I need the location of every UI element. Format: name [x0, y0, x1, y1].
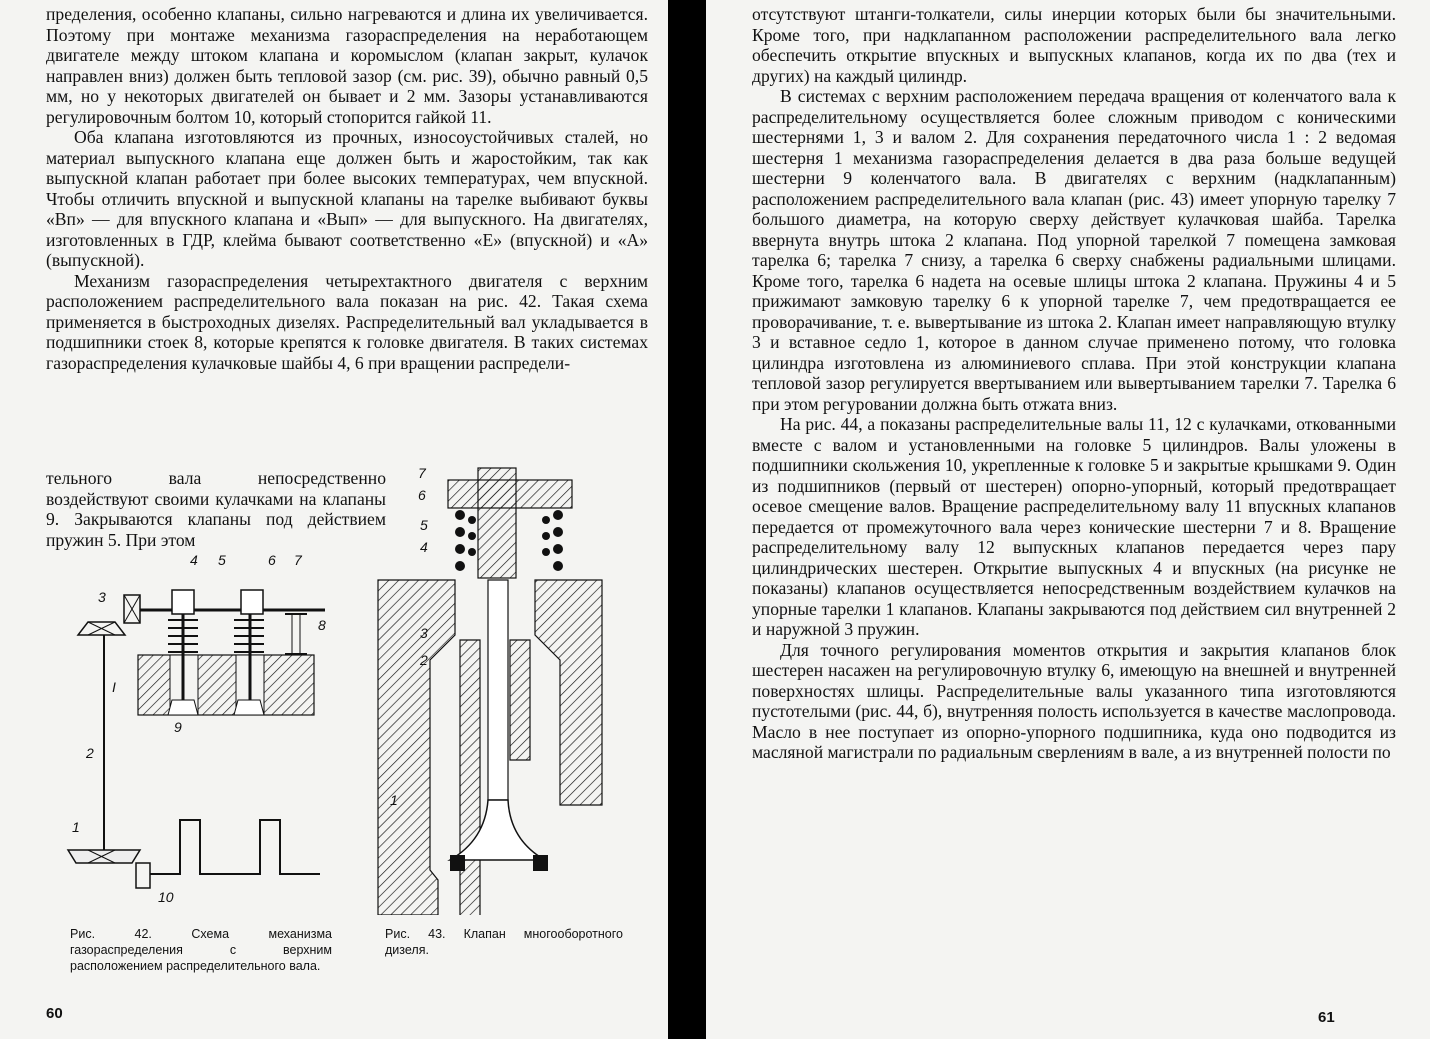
fig42-label: 3 — [98, 589, 106, 605]
paragraph: Для точного регулирования моментов открытия и закрытия клапанов блок шестерен насажен на регулировочную втулку 6, имеющую на внешней и внутренней поверхностях шлицы. Распределительные валы указанного типа изготовляются пустотелыми (рис. 44, б), внутренняя полость используется в качестве маслопровода. Масло в нее поступает из опорно-упорного подшипника, куда оно подводится из масляной магистрали по радиальным сверлениям в вале, а из внутренней полости по — [752, 639, 1396, 762]
paragraph: пределения, особенно клапаны, сильно нагреваются и длина их увеличивается. Поэтому при монтаже механизма газораспределения на неработающем двигателе между штоком клапана и коромыслом (клапан закрыт, кулачок направлен вниз) должен быть тепловой зазор (см. рис. 39), обычно равный 0,5 мм, но у некоторых двигателей он бывает и 2 мм. Зазоры устанавливаются регулировочным болтом 10, который стопорится гайкой 11. — [46, 4, 648, 127]
paragraph: На рис. 44, а показаны распределительные валы 11, 12 с кулачками, откованными вместе с валом и установленными на головке 5 цилиндров. Валы уложены в подшипники скольжения 10, укрепленные к головке 5 и закрытые крышками 9. Один из подшипников (первый от шестерен) опорно-упорный, который предотвращает осевое смещение валов. Вращение распределительному валу 11 впускных клапанов передается от промежуточного вала через конические шестерни 7 и 8. Вращение распределительному валу 12 выпускных клапанов передается через пару цилиндрических шестерен. Открытие выпускных 4 и впускных (на рисунке не показаны) клапанов осуществляется непосредственным воздействием кулачков на упорные тарелки 1 клапанов. Клапаны закрываются под действием сил внутренней 2 и наружной 3 пружин. — [752, 414, 1396, 639]
fig42-label: I — [112, 679, 116, 695]
fig43-label: 4 — [420, 539, 428, 555]
fig43-label: 2 — [420, 652, 428, 668]
fig43-label: 5 — [420, 517, 428, 533]
fig42-label: 2 — [86, 745, 94, 761]
right-page-text — [752, 4, 1396, 763]
figure-43-caption: Рис. 43. Клапан многооборотного дизеля. — [385, 927, 623, 957]
fig42-label: 5 — [218, 552, 226, 568]
right-book-page — [706, 0, 1430, 1039]
left-page-text — [46, 4, 648, 373]
paragraph: Оба клапана изготовляются из прочных, износоустойчивых сталей, но материал выпускного клапана еще должен быть и жаростойким, так как выпускной клапан работает при более высоких температурах, чем впускной. Чтобы отличить впускной и выпускной клапаны на тарелке выбивают буквы «Вп» — для впускного клапана и «Вып» — для выпускного. На двигателях, изготовленных в ГДР, клейма бывают соответственно «Е» (впускной) и «А» (выпускной). — [46, 127, 648, 270]
left-book-page — [0, 0, 668, 1039]
fig42-label: 9 — [174, 719, 182, 735]
paragraph: В системах с верхним расположением передача вращения от коленчатого вала к распределительному осуществляется более сложным приводом с коническими шестернями 1, 3 и валом 2. Для сохранения передаточного числа 1 : 2 ведомая шестерня 1 механизма газораспределения делается в два раза больше ведущей шестерни 9 коленчатого вала. В двигателях с верхним (надклапанным) расположением распределительного вала клапан (рис. 43) имеет упорную тарелку 7 большого диаметра, на которую сверху действует кулачковая шайба. Тарелка ввернута внутрь штока 2 клапана. Под упорной тарелкой 7 помещена замковая тарелка 6; тарелка 7 снизу, а тарелка 6 сверху снабжены радиальными шлицами. Кроме того, тарелка 6 надета на осевые шлицы штока 2 клапана. Пружины 4 и 5 прижимают замковую тарелку 6 к упорной тарелке 7, чем предотвращается ее проворачивание, т. е. вывертывание из штока 2. Клапан имеет направляющую втулку 3 и вставное седло 1, которое в данном случае применено потому, что головка цилиндра изготовлена из алюминиевого сплава. При этой конструкции клапана тепловой зазор регулируется ввертыванием или вывертыванием тарелки 7. Тарелка 6 при этом регуровании должна быть отжата вниз. — [752, 86, 1396, 414]
page-number: 61 — [1318, 1009, 1335, 1026]
figure-43-diagram — [370, 460, 610, 915]
paragraph: отсутствуют штанги-толкатели, силы инерции которых были бы значительными. Кроме того, при надклапанном расположении распределительного вала легко обеспечить открытие впускных и выпускных клапанов, когда их по два (тех и других) на каждый цилиндр. — [752, 4, 1396, 86]
fig42-label: 6 — [268, 552, 276, 568]
fig43-label: 7 — [418, 465, 426, 481]
page-number: 60 — [46, 1005, 63, 1022]
fig43-label: 6 — [418, 487, 426, 503]
fig42-label: 1 — [72, 819, 80, 835]
fig42-label: 8 — [318, 617, 326, 633]
fig42-label: 4 — [190, 552, 198, 568]
wrapped-text: тельного вала непосредственно воздействуют своими кулачками на клапаны 9. Закрываются клапаны под действием пружин 5. При этом — [46, 468, 386, 550]
paragraph: Механизм газораспределения четырехтактного двигателя с верхним расположением распределительного вала показан на рис. 42. Такая схема применяется в быстроходных дизелях. Распределительный вал укладывается в подшипники стоек 8, которые крепятся к головке двигателя. В таких системах газораспределения кулачковые шайбы 4, 6 при вращении распредели- — [46, 270, 648, 373]
fig43-label: 3 — [420, 625, 428, 641]
fig43-label: 1 — [390, 792, 398, 808]
fig42-label: 7 — [294, 552, 302, 568]
fig42-label: 10 — [158, 889, 174, 905]
figure-42-diagram — [60, 550, 350, 920]
figure-42-caption: Рис. 42. Схема механизма газораспределения с верхним расположением распределительного вала. — [70, 927, 332, 973]
